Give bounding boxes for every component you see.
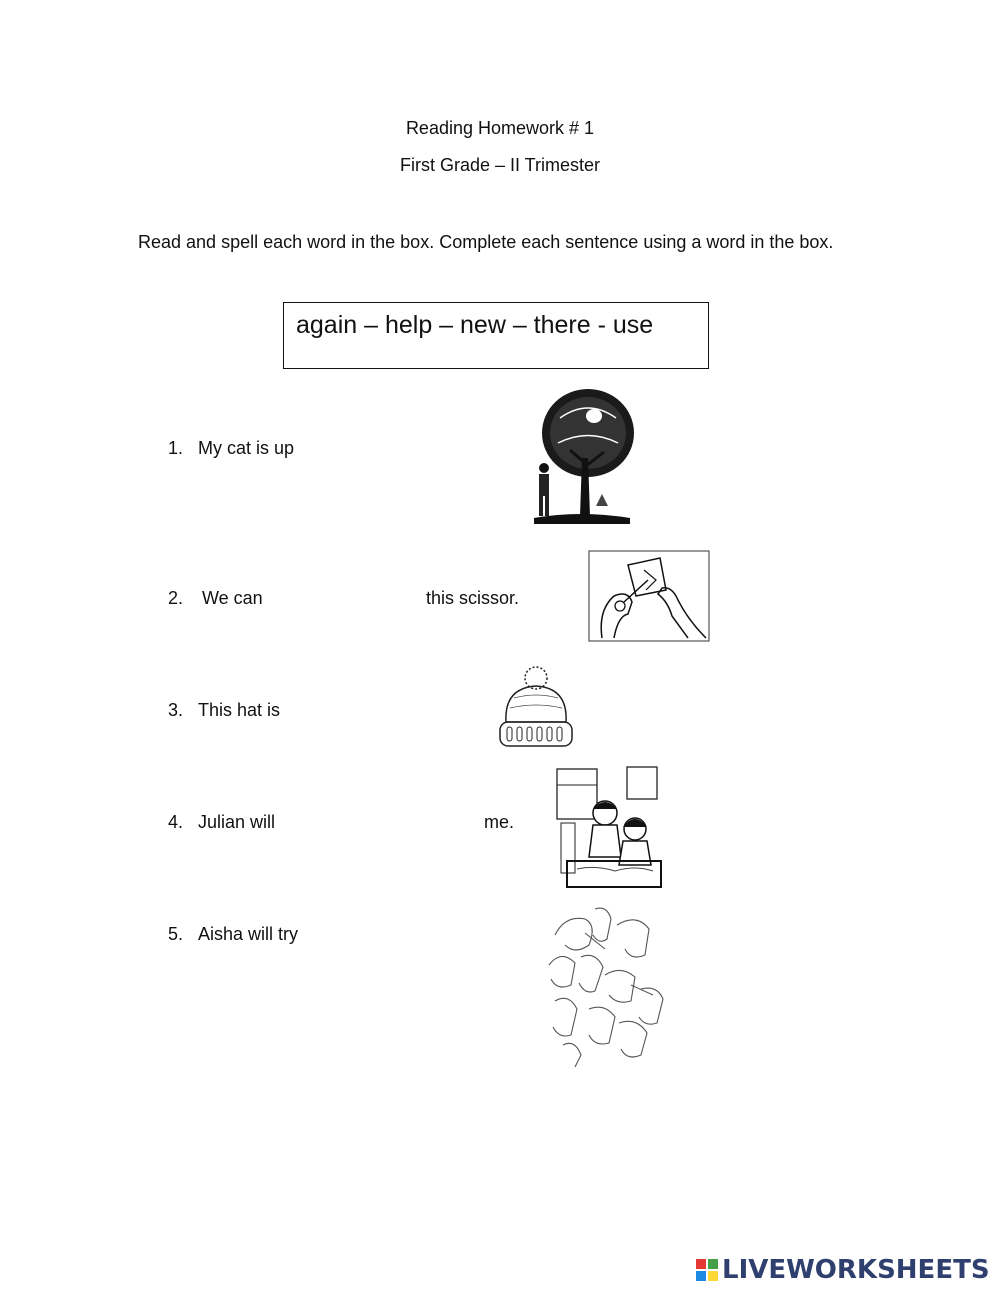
scissor-icon: [588, 550, 710, 642]
worksheet-title: Reading Homework # 1: [405, 118, 595, 138]
question-number: 1.: [168, 438, 184, 458]
instructions-text: Read and spell each word in the box. Complete each sentence using a word in the box.: [138, 232, 834, 252]
brand-name: LIVEWORKSHEETS: [722, 1255, 990, 1285]
question-text: We can: [202, 588, 263, 608]
question-text: This hat is: [198, 700, 281, 720]
tree-icon: [530, 388, 635, 528]
worksheet-subtitle: First Grade – II Trimester: [399, 155, 601, 175]
children-washing-icon: [555, 765, 663, 890]
figure-sketch-icon: [545, 905, 670, 1070]
question-text: Aisha will try: [198, 924, 299, 944]
question-number: 4.: [168, 812, 184, 832]
question-number: 2.: [168, 588, 184, 608]
question-tail-text: this scissor.: [426, 588, 520, 608]
question-text: My cat is up: [198, 438, 295, 458]
question-text: Julian will: [198, 812, 276, 832]
question-number: 3.: [168, 700, 184, 720]
logo-blocks-icon: [696, 1259, 718, 1281]
word-bank-box: [283, 302, 709, 369]
question-tail-text: me.: [484, 812, 515, 832]
hat-icon: [490, 662, 578, 750]
word-bank-text: again – help – new – there - use: [296, 311, 654, 339]
question-number: 5.: [168, 924, 184, 944]
liveworksheets-logo: [696, 1252, 990, 1288]
